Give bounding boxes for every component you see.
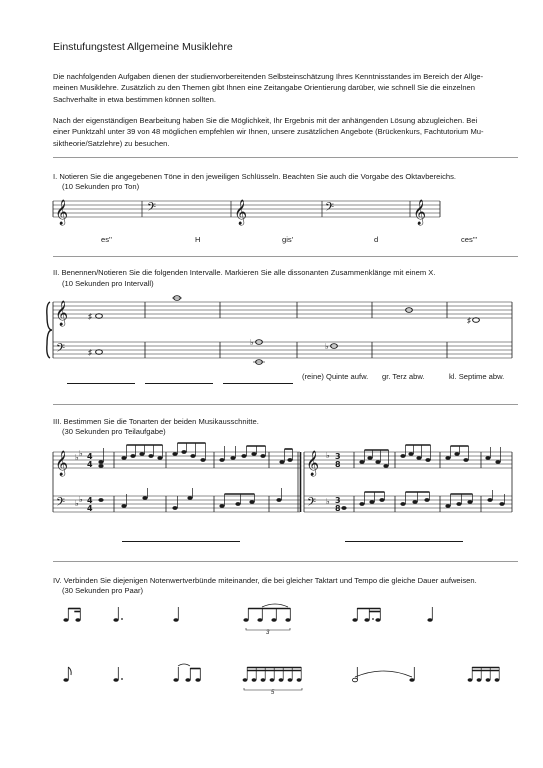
section-2-time: (10 Sekunden pro Intervall) (62, 279, 154, 288)
treble-clef-icon: 𝄞 (234, 200, 248, 225)
section-3-time: (30 Sekunden pro Teilaufgabe) (62, 427, 166, 436)
svg-text:4: 4 (87, 504, 93, 513)
rhythm-group[interactable] (113, 607, 123, 622)
system-barlines (53, 302, 512, 358)
svg-text:4: 4 (87, 496, 93, 505)
svg-text:3: 3 (335, 496, 341, 505)
rhythm-groups (63, 604, 499, 696)
svg-text:8: 8 (335, 504, 341, 513)
treble-clef-icon: 𝄞 (55, 301, 69, 326)
rhythm-group[interactable] (113, 667, 123, 682)
section-4-title: IV. Verbinden Sie diejenigen Notenwertverbünde miteinander, die bei gleicher Taktart und Tempo die gleiche Dauer aufweisen. (53, 576, 477, 585)
brace (47, 302, 52, 358)
bass-clef-icon: 𝄢 (325, 201, 335, 217)
bass-clef-icon: 𝄢 (147, 201, 157, 217)
intro-line: Sachverhalte in etwa bestimmen können sollten. (53, 94, 216, 104)
interval-label: kl. Septime abw. (449, 372, 505, 381)
rhythm-group[interactable] (352, 608, 380, 622)
interval-label: gr. Terz abw. (382, 372, 425, 381)
intro-line: Nach der eigenständigen Bearbeitung haben Sie die Möglichkeit, Ihr Ergebnis mit der anhängenden Lösung abzugleichen. Bei (53, 116, 478, 125)
flat-icon: ♭ (325, 342, 329, 351)
tone-label: H (195, 235, 201, 244)
intro-line: siktheorie/Satzlehre) zu besuchen. (53, 138, 170, 148)
rhythm-group[interactable] (352, 667, 414, 682)
treble-clef-icon: 𝄞 (413, 200, 427, 225)
tone-label: ces''' (461, 235, 478, 244)
staff-section-2-treble (53, 302, 512, 318)
clefs (55, 199, 426, 512)
treble-clef-icon: 𝄞 (306, 451, 320, 476)
svg-text:4: 4 (87, 452, 93, 461)
staff-section-2-bass (53, 342, 512, 358)
bass-clef-icon: 𝄢 (56, 342, 66, 358)
tuplet-number: 5 (271, 690, 275, 696)
rhythm-group[interactable] (173, 664, 200, 682)
section-4-time: (30 Sekunden pro Paar) (62, 586, 144, 595)
intro-line: Die nachfolgenden Aufgaben dienen der studienvorbereitenden Selbsteinschätzung Ihres Kenntnisstandes im Bereich der Allge- (53, 72, 484, 81)
interval-label: (reine) Quinte aufw. (302, 372, 369, 381)
section-2-title: II. Benennen/Notieren Sie die folgenden Intervalle. Markieren Sie alle dissonanten Zusammenklänge mit einem X. (53, 268, 436, 277)
page-title: Einstufungstest Allgemeine Musiklehre (53, 41, 233, 53)
svg-text:4: 4 (87, 460, 93, 469)
tone-label: gis' (282, 235, 294, 244)
bass-clef-icon: 𝄢 (307, 496, 317, 512)
flat-icon: ♭ (75, 453, 79, 462)
tone-label: es'' (101, 235, 112, 244)
intro-line: meinen Musiklehre. Zusätzlich zu den Themen gibt Ihnen eine Zeitangabe Orientierung darüber, wie schnell Sie die einzelnen (53, 83, 475, 93)
sharp-icon: ♯ (88, 348, 92, 357)
rhythm-group[interactable] (243, 667, 302, 696)
tuplet-number: 3 (266, 630, 270, 636)
flat-icon: ♭ (326, 451, 330, 460)
section-1-time: (10 Sekunden pro Ton) (62, 182, 140, 191)
flat-icon: ♭ (250, 338, 254, 347)
rhythm-group[interactable] (63, 608, 80, 622)
treble-clef-icon: 𝄞 (55, 200, 69, 225)
sharp-icon: ♯ (467, 316, 471, 325)
tone-label: d (374, 235, 379, 244)
treble-clef-icon: 𝄞 (55, 451, 69, 476)
rhythm-group[interactable] (468, 667, 500, 682)
rhythm-group[interactable] (243, 604, 290, 636)
flat-icon: ♭ (326, 497, 330, 506)
flat-icon: ♭ (75, 499, 79, 508)
section-1-title: I. Notieren Sie die angegebenen Töne in den jeweiligen Schlüsseln. Beachten Sie auch die Vorgabe des Oktavbereichs. (53, 172, 457, 181)
rhythm-group[interactable] (173, 607, 178, 622)
flat-icon: ♭ (79, 449, 83, 458)
intro-line: einer Punktzahl unter 39 von 48 möglichen empfehlen wir Ihnen, unsere zusätzlichen Angebote (Brückenkurs, Fachtutorium Mu- (53, 127, 484, 137)
flat-icon: ♭ (79, 495, 83, 504)
sharp-icon: ♯ (88, 312, 92, 321)
rhythm-group[interactable] (63, 667, 71, 682)
svg-text:3: 3 (335, 452, 341, 461)
rhythm-group[interactable] (427, 607, 432, 622)
section-3-title: III. Bestimmen Sie die Tonarten der beiden Musikausschnitte. (53, 417, 259, 426)
bass-clef-icon: 𝄢 (56, 496, 66, 512)
svg-text:8: 8 (335, 460, 341, 469)
